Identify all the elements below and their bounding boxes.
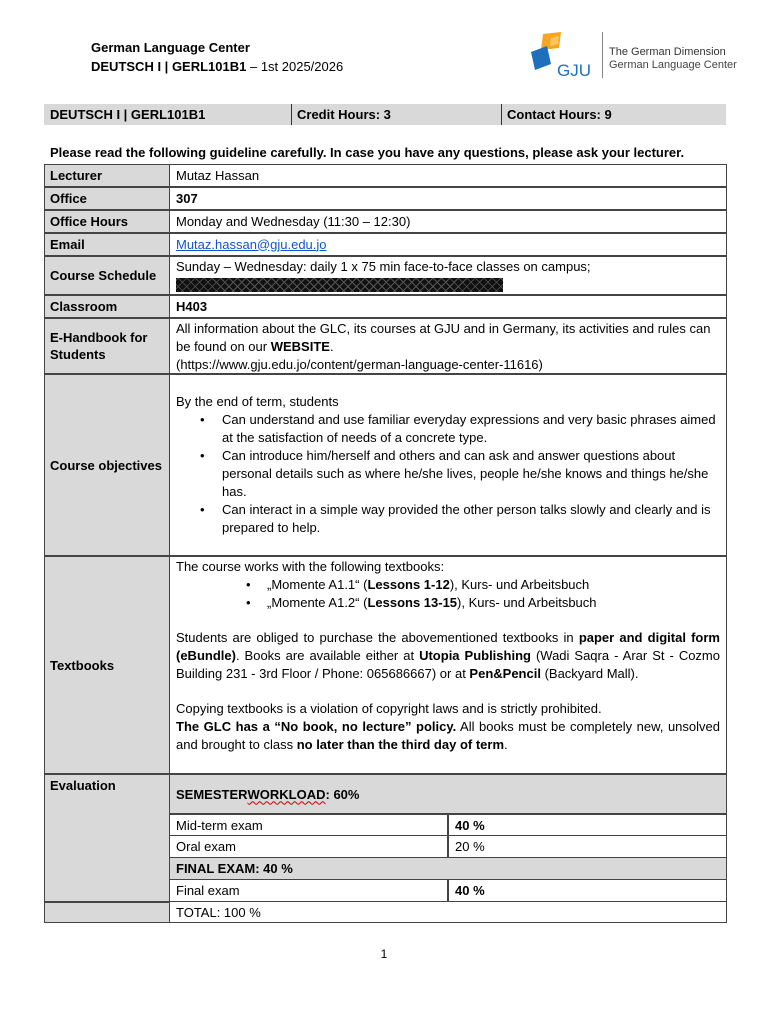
label-office-hours: Office Hours bbox=[44, 210, 170, 233]
textbooks-intro: The course works with the following textbooks: bbox=[176, 559, 445, 574]
course-line bbox=[91, 57, 343, 76]
objective-item: • Can interact in a simple way provided the other person talks slowly and clearly and is prepared to help. bbox=[176, 501, 720, 537]
gju-logo-mark bbox=[527, 30, 591, 82]
schedule-text: Sunday – Wednesday: daily 1 x 75 min face-to-face classes on campus; bbox=[176, 259, 591, 274]
value-office-hours: Monday and Wednesday (11:30 – 12:30) bbox=[170, 210, 727, 233]
handbook-text: All information about the GLC, its courses at GJU and in Germany, its activities and rules can be found on our bbox=[176, 321, 711, 354]
row-e-handbook bbox=[44, 318, 727, 374]
row-office-hours bbox=[44, 210, 727, 233]
evaluation-label-filler bbox=[44, 902, 170, 923]
row-textbooks bbox=[44, 556, 727, 774]
website-label: WEBSITE bbox=[270, 339, 330, 354]
label-e-handbook: E-Handbook for Students bbox=[44, 318, 170, 374]
value-textbooks bbox=[170, 556, 727, 774]
row-lecturer bbox=[44, 164, 727, 187]
objective-item: • Can understand and use familiar everyday expressions and very basic phrases aimed at the satisfaction of needs of a concrete type. bbox=[176, 411, 720, 447]
textbooks-list bbox=[176, 576, 720, 612]
label-course-schedule: Course Schedule bbox=[44, 256, 170, 295]
row-course-objectives bbox=[44, 374, 727, 556]
workload-word: WORKLOAD bbox=[247, 786, 326, 802]
label-evaluation: Evaluation bbox=[44, 774, 170, 902]
total: TOTAL: 100 % bbox=[170, 902, 727, 923]
document-header bbox=[91, 38, 343, 76]
handbook-url: (https://www.gju.edu.jo/content/german-language-center-11616) bbox=[176, 357, 543, 372]
value-course-objectives bbox=[170, 374, 727, 556]
info-course: DEUTSCH I | GERL101B1 bbox=[50, 107, 206, 122]
oral-value: 20 % bbox=[448, 836, 727, 858]
course-prefix: DEUTSCH I bbox=[91, 59, 162, 74]
semester-workload: SEMESTER WORKLOAD : 60% bbox=[170, 774, 727, 814]
label-course-objectives: Course objectives bbox=[44, 374, 170, 556]
row-classroom bbox=[44, 295, 727, 318]
row-course-schedule bbox=[44, 256, 727, 295]
term: – 1st 2025/2026 bbox=[246, 59, 344, 74]
value-e-handbook bbox=[170, 318, 727, 374]
oral-label: Oral exam bbox=[170, 836, 448, 858]
value-classroom: H403 bbox=[170, 295, 727, 318]
label-textbooks: Textbooks bbox=[44, 556, 170, 774]
org-name: German Language Center bbox=[91, 40, 250, 55]
objectives-list bbox=[176, 411, 720, 537]
logo-text: GJU bbox=[557, 61, 591, 80]
value-lecturer: Mutaz Hassan bbox=[170, 164, 727, 187]
info-contact-hours: Contact Hours: 9 bbox=[507, 107, 612, 122]
info-credit-hours: Credit Hours: 3 bbox=[297, 107, 391, 122]
logo-tagline-2: German Language Center bbox=[609, 59, 737, 71]
handbook-text-end: . bbox=[329, 339, 334, 354]
value-course-schedule bbox=[170, 256, 727, 295]
logo-tagline bbox=[609, 46, 737, 72]
email-link[interactable]: Mutaz.hassan@gju.edu.jo bbox=[176, 236, 327, 252]
row-office bbox=[44, 187, 727, 210]
label-lecturer: Lecturer bbox=[44, 164, 170, 187]
book-policy: The GLC has a “No book, no lecture” policy. All books must be completely new, unsolved and brought to class no later than the third day of term. bbox=[176, 719, 720, 752]
label-office: Office bbox=[44, 187, 170, 210]
course-separator: | bbox=[161, 59, 172, 74]
gju-logo bbox=[527, 30, 737, 82]
logo-tagline-1: The German Dimension bbox=[609, 46, 726, 58]
midterm-value: 40 % bbox=[448, 814, 727, 836]
purchase-paragraph: Students are obliged to purchase the abovementioned textbooks in paper and digital form (eBundle). Books are available either at Utopia Publishing (Wadi Saqra - Arar St - Cozmo Building 231 - 3rd Floor / Phone: 065686667) or at Pen&Pencil (Backyard Mall). bbox=[176, 630, 720, 681]
textbook-item-1: • „Momente A1.1“ (Lessons 1-12), Kurs- und Arbeitsbuch bbox=[176, 576, 720, 594]
midterm-label: Mid-term exam bbox=[170, 814, 448, 836]
value-office: 307 bbox=[170, 187, 727, 210]
label-classroom: Classroom bbox=[44, 295, 170, 318]
course-info-bar bbox=[44, 104, 726, 125]
final-label: Final exam bbox=[170, 880, 448, 902]
objectives-intro: By the end of term, students bbox=[176, 394, 339, 409]
final-value: 40 % bbox=[448, 880, 727, 902]
value-email-cell bbox=[170, 233, 727, 256]
textbook-item-2: • „Momente A1.2“ (Lessons 13-15), Kurs- und Arbeitsbuch bbox=[176, 594, 720, 612]
guideline-notice: Please read the following guideline carefully. In case you have any questions, please ask your lecturer. bbox=[50, 145, 685, 160]
copyright-notice: Copying textbooks is a violation of copyright laws and is strictly prohibited. bbox=[176, 701, 602, 716]
redacted-block bbox=[176, 278, 503, 292]
course-code: GERL101B1 bbox=[171, 59, 247, 74]
final-exam-heading: FINAL EXAM: 40 % bbox=[170, 858, 727, 880]
objective-item: • Can introduce him/herself and others and can ask and answer questions about personal details such as where he/she lives, people he/she knows and things he/she has. bbox=[176, 447, 720, 501]
page-number: 1 bbox=[380, 947, 388, 961]
label-email: Email bbox=[44, 233, 170, 256]
logo-divider bbox=[602, 32, 603, 78]
row-email bbox=[44, 233, 727, 256]
